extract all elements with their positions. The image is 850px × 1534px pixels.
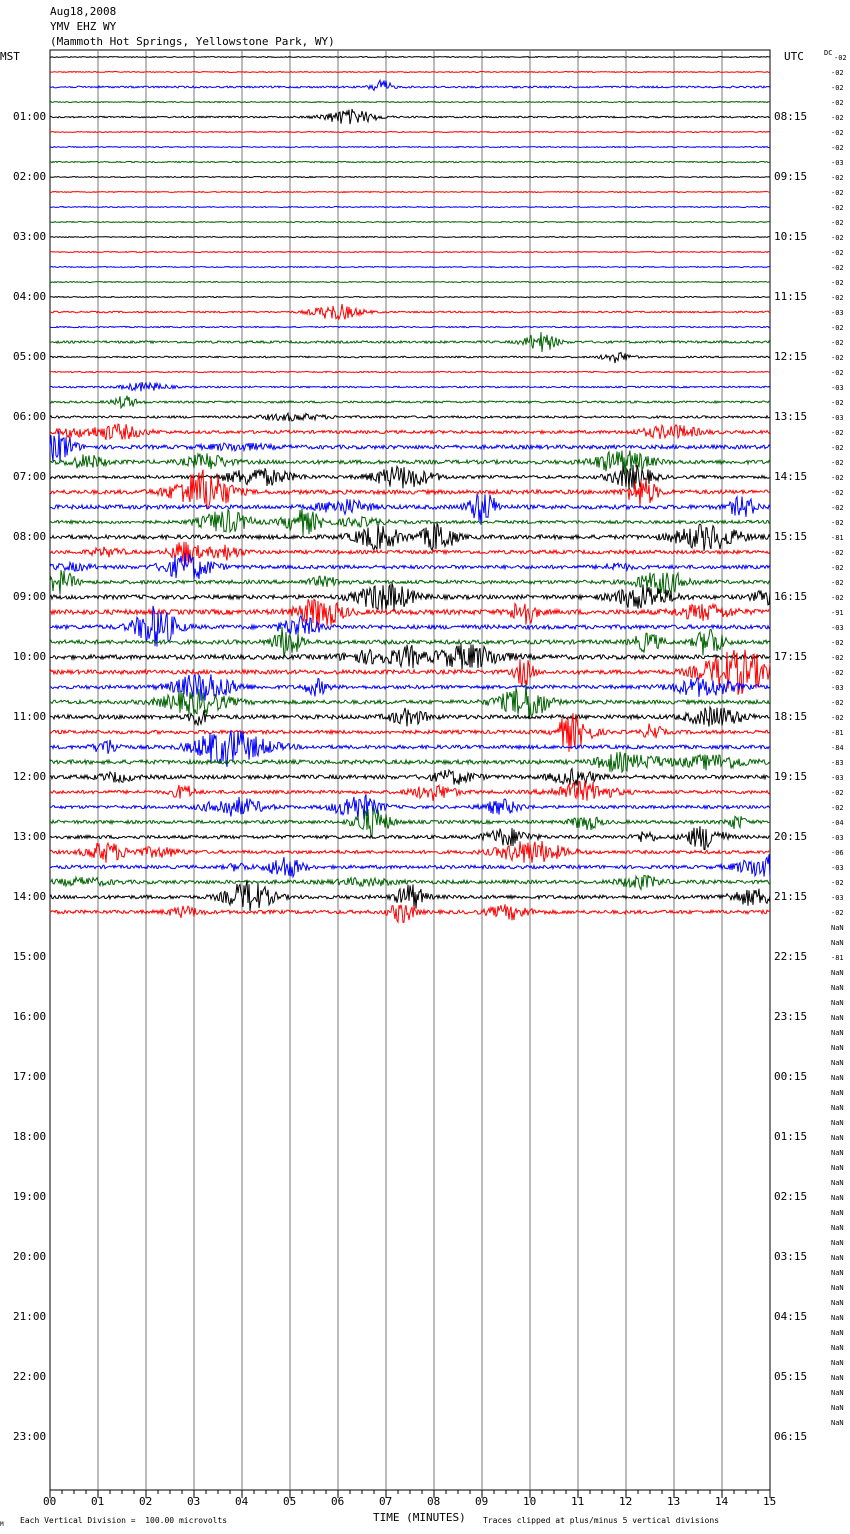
dc-offset-value: NaN <box>831 1284 844 1292</box>
dc-offset-value: NaN <box>831 1044 844 1052</box>
dc-offset-value: -81 <box>831 534 844 542</box>
chart-date: Aug18,2008 <box>50 5 117 18</box>
dc-offset-value: NaN <box>831 1314 844 1322</box>
dc-offset-value: -02 <box>831 354 844 362</box>
utc-hour-label: 09:15 <box>774 170 808 183</box>
dc-offset-value: NaN <box>831 939 844 947</box>
dc-offset-value: -02 <box>831 459 844 467</box>
footer-mark: M <box>0 1521 4 1528</box>
dc-offset-value: -02 <box>831 654 844 662</box>
seismic-trace <box>50 161 770 162</box>
mst-hour-label: 02:00 <box>13 170 47 183</box>
dc-offset-value: -03 <box>831 309 844 317</box>
utc-axis-label: UTC <box>784 50 804 63</box>
dc-offset-value: -02 <box>831 669 844 677</box>
utc-hour-label: 05:15 <box>774 1370 808 1383</box>
dc-offset-value: NaN <box>831 1344 844 1352</box>
dc-offset-value: NaN <box>831 1059 844 1067</box>
dc-offset-value: -02 <box>831 474 844 482</box>
dc-offset-value: -02 <box>831 879 844 887</box>
dc-offset-value: -02 <box>831 249 844 257</box>
seismic-trace <box>50 542 770 567</box>
seismic-trace <box>50 644 770 670</box>
x-tick-label: 10 <box>523 1495 537 1508</box>
utc-hour-label: 12:15 <box>774 350 808 363</box>
mst-hour-label: 06:00 <box>13 410 47 423</box>
x-tick-label: 07 <box>379 1495 393 1508</box>
dc-offset-value: NaN <box>831 1029 844 1037</box>
dc-offset-value: NaN <box>831 1089 844 1097</box>
utc-hour-label: 06:15 <box>774 1430 808 1443</box>
seismic-trace <box>50 781 770 801</box>
dc-offset-value: -03 <box>831 414 844 422</box>
dc-offset-value: NaN <box>831 924 844 932</box>
dc-offset-value: -02 <box>831 279 844 287</box>
mst-hour-label: 19:00 <box>13 1190 47 1203</box>
seismic-trace <box>50 413 770 421</box>
dc-offset-value: -81 <box>831 729 844 737</box>
dc-offset-value: NaN <box>831 1164 844 1172</box>
dc-offset-value: -03 <box>831 624 844 632</box>
dc-offset-value: -91 <box>831 609 844 617</box>
x-axis-title: TIME (MINUTES) <box>373 1511 466 1524</box>
seismic-trace <box>50 881 770 911</box>
dc-offset-value: -02 <box>831 714 844 722</box>
dc-offset-value: -02 <box>831 234 844 242</box>
dc-offset-value: -84 <box>831 744 844 752</box>
x-tick-label: 15 <box>763 1495 777 1508</box>
seismic-trace <box>50 904 770 922</box>
dc-offset-value: NaN <box>831 1239 844 1247</box>
dc-offset-value: NaN <box>831 1329 844 1337</box>
seismic-trace <box>50 207 770 208</box>
seismic-trace <box>50 72 770 73</box>
seismic-trace <box>50 570 770 594</box>
x-tick-label: 09 <box>475 1495 489 1508</box>
seismic-trace <box>50 826 770 849</box>
dc-offset-value: -02 <box>831 114 844 122</box>
dc-offset-value: -03 <box>831 159 844 167</box>
dc-offset-value: NaN <box>831 1224 844 1232</box>
dc-offset-value: -02 <box>831 294 844 302</box>
mst-hour-label: 16:00 <box>13 1010 47 1023</box>
utc-hour-label: 21:15 <box>774 890 808 903</box>
dc-offset-value: NaN <box>831 984 844 992</box>
mst-hour-label: 17:00 <box>13 1070 47 1083</box>
dc-offset-value: -02 <box>831 69 844 77</box>
seismic-trace <box>50 80 770 90</box>
dc-offset-value: -02 <box>831 339 844 347</box>
mst-hour-label: 01:00 <box>13 110 47 123</box>
dc-offset-value: -03 <box>831 834 844 842</box>
seismic-trace <box>50 396 770 408</box>
mst-hour-label: 13:00 <box>13 830 47 843</box>
seismic-trace <box>50 523 770 551</box>
utc-hour-label: 04:15 <box>774 1310 808 1323</box>
mst-hour-label: 04:00 <box>13 290 47 303</box>
mst-hour-label: 09:00 <box>13 590 47 603</box>
seismic-trace <box>50 304 770 319</box>
mst-hour-label: 05:00 <box>13 350 47 363</box>
dc-offset-value: -02 <box>831 369 844 377</box>
dc-offset-value: -02 <box>831 564 844 572</box>
dc-offset-value: -02 <box>831 579 844 587</box>
dc-offset-value: NaN <box>831 999 844 1007</box>
seismic-trace <box>50 102 770 103</box>
utc-hour-label: 13:15 <box>774 410 808 423</box>
seismic-trace <box>50 332 770 352</box>
seismic-trace <box>50 57 770 58</box>
utc-hour-label: 18:15 <box>774 710 808 723</box>
seismic-trace <box>50 237 770 238</box>
dc-offset-value: -03 <box>831 774 844 782</box>
seismic-trace <box>50 252 770 253</box>
dc-offset-value: -83 <box>831 759 844 767</box>
x-tick-label: 12 <box>619 1495 633 1508</box>
dc-offset-value: -02 <box>831 504 844 512</box>
seismic-trace <box>50 222 770 223</box>
dc-offset-value: -02 <box>831 399 844 407</box>
mst-hour-label: 20:00 <box>13 1250 47 1263</box>
dc-offset-value: -02 <box>831 594 844 602</box>
seismic-trace <box>50 109 770 124</box>
mst-hour-label: 21:00 <box>13 1310 47 1323</box>
utc-hour-label: 17:15 <box>774 650 808 663</box>
dc-offset-value: -03 <box>831 684 844 692</box>
dc-offset-value: NaN <box>831 1359 844 1367</box>
seismic-trace <box>50 177 770 178</box>
dc-offset-value: NaN <box>831 1209 844 1217</box>
dc-offset-value: -02 <box>831 444 844 452</box>
dc-offset-value: NaN <box>831 1374 844 1382</box>
x-tick-label: 01 <box>91 1495 105 1508</box>
utc-hour-label: 22:15 <box>774 950 808 963</box>
utc-hour-label: 20:15 <box>774 830 808 843</box>
mst-hour-label: 10:00 <box>13 650 47 663</box>
dc-offset-value: -02 <box>831 429 844 437</box>
utc-hour-label: 03:15 <box>774 1250 808 1263</box>
dc-offset-value: NaN <box>831 1194 844 1202</box>
seismic-trace <box>50 451 770 474</box>
x-tick-label: 08 <box>427 1495 441 1508</box>
x-tick-label: 14 <box>715 1495 729 1508</box>
dc-offset-value: -02 <box>831 129 844 137</box>
dc-offset-value: -04 <box>831 819 844 827</box>
dc-offset-value: -02 <box>831 519 844 527</box>
mst-hour-label: 12:00 <box>13 770 47 783</box>
seismic-trace <box>50 147 770 148</box>
mst-hour-label: 23:00 <box>13 1430 47 1443</box>
dc-column-label: DC <box>824 49 833 57</box>
chart-station: YMV EHZ WY <box>50 20 117 33</box>
utc-hour-label: 14:15 <box>774 470 808 483</box>
mst-hour-label: 15:00 <box>13 950 47 963</box>
utc-hour-label: 19:15 <box>774 770 808 783</box>
dc-offset-value: NaN <box>831 1404 844 1412</box>
seismic-trace <box>50 707 770 726</box>
seismic-trace <box>50 424 770 440</box>
dc-offset-value: -02 <box>834 54 847 62</box>
mst-hour-label: 11:00 <box>13 710 47 723</box>
seismic-trace <box>50 326 770 327</box>
dc-offset-value: -03 <box>831 894 844 902</box>
utc-hour-label: 02:15 <box>774 1190 808 1203</box>
seismic-trace <box>50 382 770 391</box>
dc-offset-value: NaN <box>831 1254 844 1262</box>
utc-hour-label: 16:15 <box>774 590 808 603</box>
mst-hour-label: 14:00 <box>13 890 47 903</box>
x-tick-label: 13 <box>667 1495 681 1508</box>
dc-offset-value: NaN <box>831 1014 844 1022</box>
dc-offset-value: -02 <box>831 489 844 497</box>
dc-offset-value: -02 <box>831 189 844 197</box>
seismic-trace <box>50 297 770 298</box>
mst-hour-label: 08:00 <box>13 530 47 543</box>
utc-hour-label: 08:15 <box>774 110 808 123</box>
dc-offset-value: -02 <box>831 804 844 812</box>
vertical-division-note: Each Vertical Division = 100.00 microvolts <box>20 1516 228 1525</box>
dc-offset-value: NaN <box>831 1269 844 1277</box>
dc-offset-value: NaN <box>831 1074 844 1082</box>
dc-offset-value: -02 <box>831 99 844 107</box>
seismic-trace <box>50 769 770 786</box>
seismic-trace <box>50 352 770 363</box>
utc-hour-label: 11:15 <box>774 290 808 303</box>
seismic-trace <box>50 808 770 838</box>
dc-offset-value: -03 <box>831 384 844 392</box>
dc-offset-value: -02 <box>831 144 844 152</box>
seismic-trace <box>50 431 770 463</box>
seismic-trace <box>50 132 770 133</box>
clipping-note: Traces clipped at plus/minus 5 vertical divisions <box>483 1516 720 1525</box>
dc-offset-value: -02 <box>831 84 844 92</box>
dc-offset-value: NaN <box>831 969 844 977</box>
utc-hour-label: 15:15 <box>774 530 808 543</box>
dc-offset-value: -02 <box>831 549 844 557</box>
x-tick-label: 02 <box>139 1495 153 1508</box>
dc-offset-value: -06 <box>831 849 844 857</box>
seismic-trace <box>50 752 770 772</box>
x-tick-label: 00 <box>43 1495 57 1508</box>
dc-offset-value: -02 <box>831 909 844 917</box>
dc-offset-value: -02 <box>831 174 844 182</box>
mst-hour-label: 18:00 <box>13 1130 47 1143</box>
seismic-trace <box>50 192 770 193</box>
utc-hour-label: 01:15 <box>774 1130 808 1143</box>
dc-offset-value: -81 <box>831 954 844 962</box>
x-tick-label: 06 <box>331 1495 345 1508</box>
seismic-trace <box>50 553 770 580</box>
seismic-trace <box>50 267 770 268</box>
seismic-trace <box>50 675 770 701</box>
seismic-trace <box>50 371 770 372</box>
dc-offset-value: -02 <box>831 324 844 332</box>
seismic-trace <box>50 794 770 819</box>
mst-hour-label: 07:00 <box>13 470 47 483</box>
dc-offset-value: NaN <box>831 1134 844 1142</box>
dc-offset-value: NaN <box>831 1179 844 1187</box>
seismic-trace <box>50 282 770 283</box>
dc-offset-value: -02 <box>831 699 844 707</box>
chart-location: (Mammoth Hot Springs, Yellowstone Park, WY) <box>50 35 335 48</box>
seismic-trace <box>50 465 770 490</box>
dc-offset-value: -02 <box>831 219 844 227</box>
dc-offset-value: NaN <box>831 1119 844 1127</box>
dc-offset-value: NaN <box>831 1104 844 1112</box>
x-tick-label: 05 <box>283 1495 297 1508</box>
mst-hour-label: 22:00 <box>13 1370 47 1383</box>
seismic-trace <box>50 854 770 878</box>
dc-offset-value: NaN <box>831 1299 844 1307</box>
mst-hour-label: 03:00 <box>13 230 47 243</box>
dc-offset-value: NaN <box>831 1389 844 1397</box>
dc-offset-value: -02 <box>831 204 844 212</box>
dc-offset-value: -02 <box>831 639 844 647</box>
dc-offset-value: NaN <box>831 1419 844 1427</box>
x-tick-label: 04 <box>235 1495 249 1508</box>
dc-offset-value: -02 <box>831 789 844 797</box>
utc-hour-label: 00:15 <box>774 1070 808 1083</box>
seismic-trace <box>50 841 770 863</box>
dc-offset-value: -02 <box>831 264 844 272</box>
x-tick-label: 03 <box>187 1495 201 1508</box>
seismic-trace <box>50 494 770 524</box>
dc-offset-value: NaN <box>831 1149 844 1157</box>
utc-hour-label: 23:15 <box>774 1010 808 1023</box>
dc-offset-value: -03 <box>831 864 844 872</box>
seismic-trace <box>50 508 770 535</box>
plot-frame <box>50 50 770 1490</box>
mst-axis-label: MST <box>0 50 20 63</box>
utc-hour-label: 10:15 <box>774 230 808 243</box>
x-tick-label: 11 <box>571 1495 585 1508</box>
